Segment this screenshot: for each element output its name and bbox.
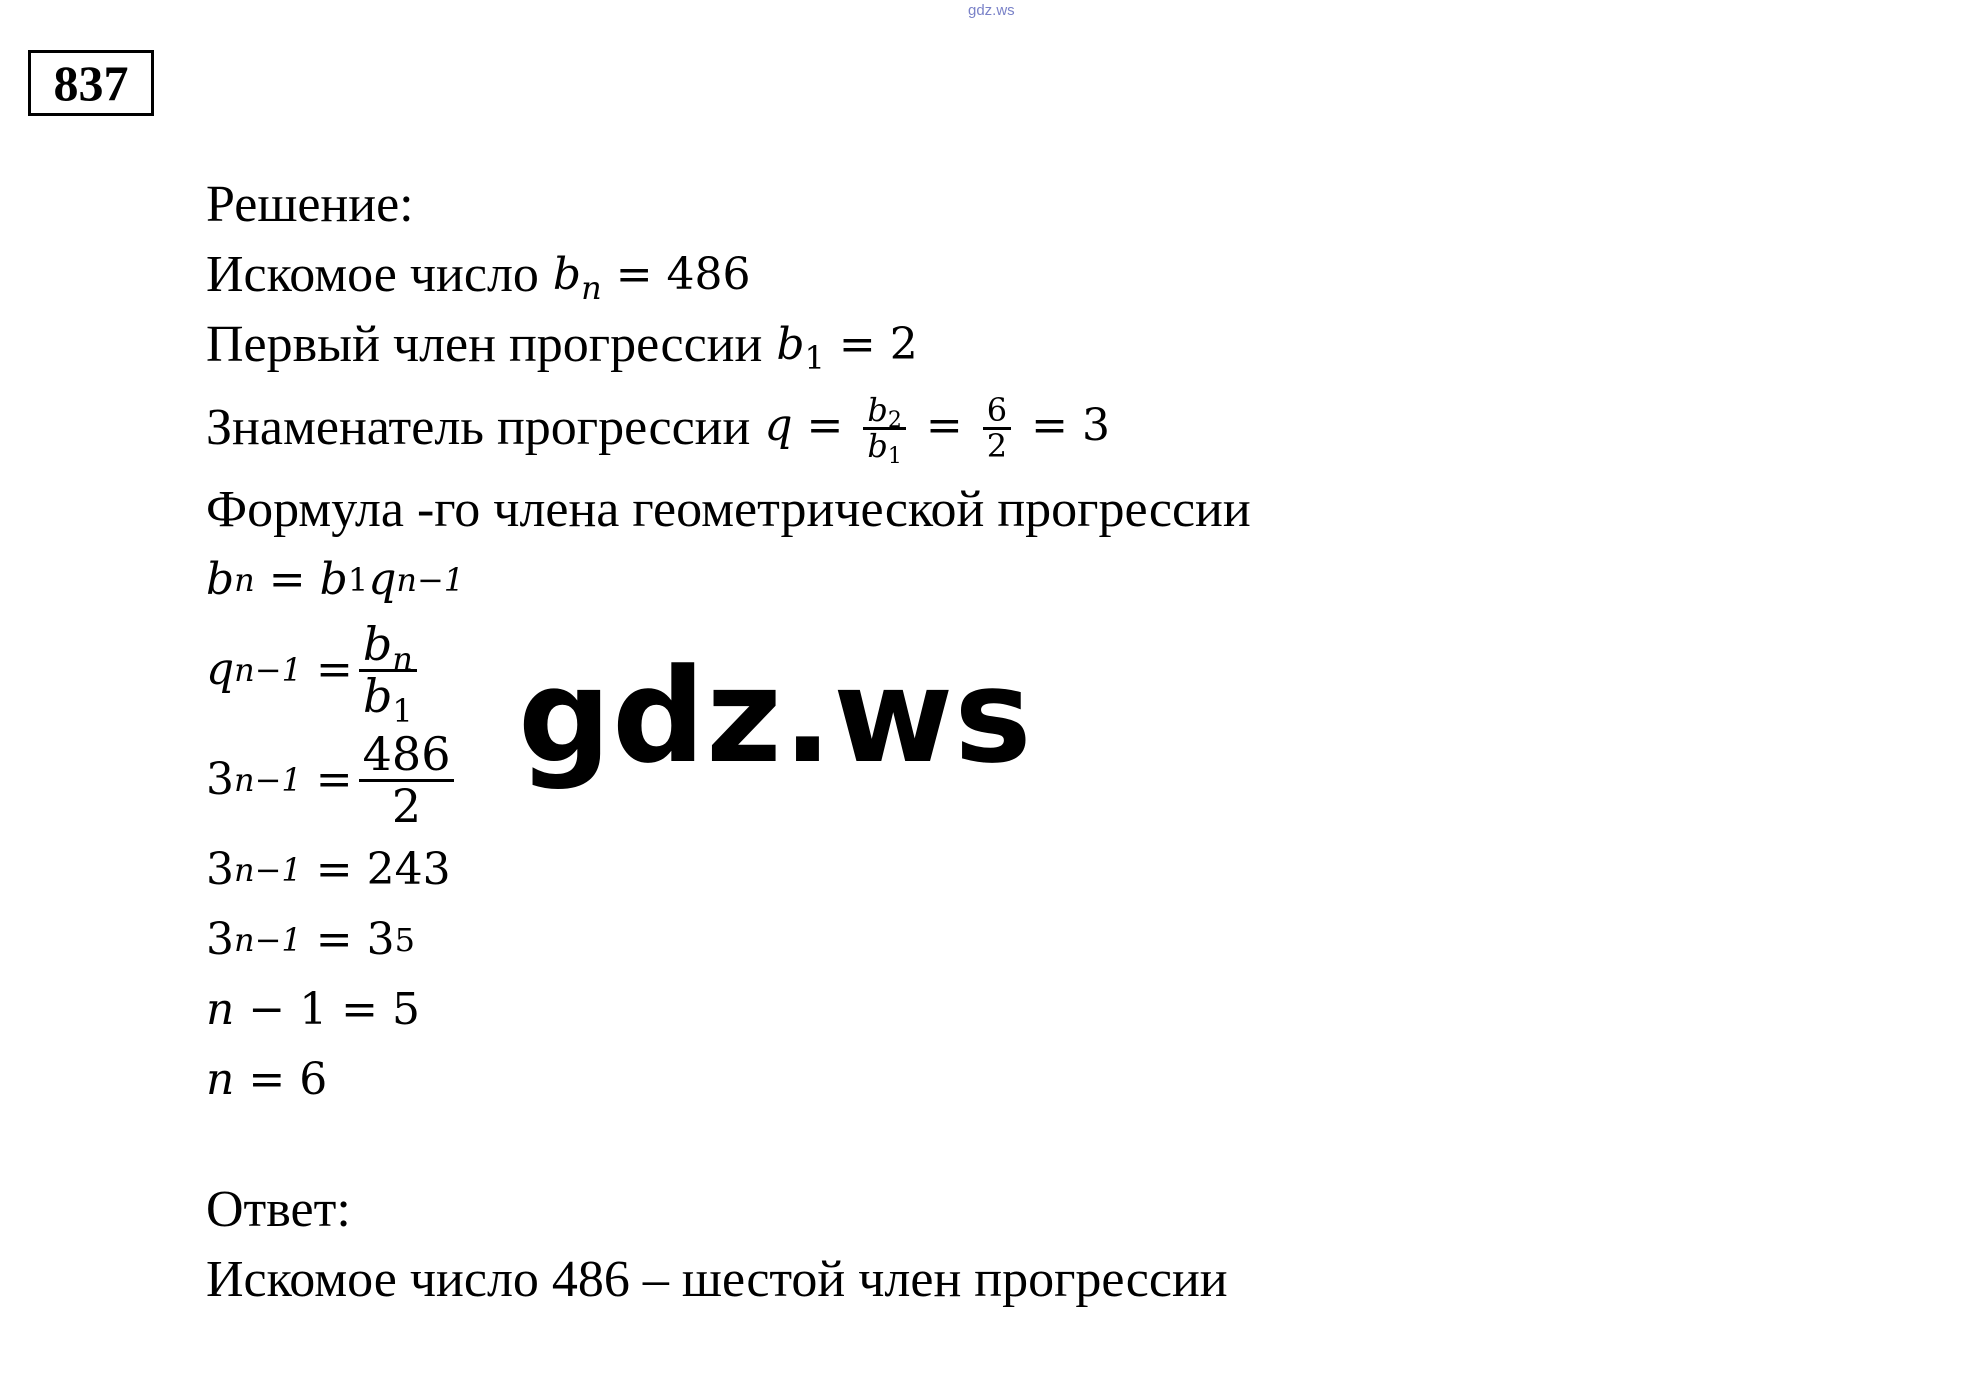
- ratio-label: Знаменатель прогрессии: [206, 398, 751, 456]
- sought-number-formula: $b_n = 486$: [552, 249, 751, 307]
- site-watermark: gdz.ws: [518, 640, 1033, 792]
- equation-power-five: 3 n−1 = 3 5: [206, 914, 416, 965]
- substitution-fraction: $\frac{486}{2}$: [359, 730, 455, 830]
- solution-heading: Решение:: [206, 176, 414, 233]
- ratio-fraction-b: $\frac{b_2}{b_1}$: [863, 394, 905, 464]
- equation-exponent: n − 1 = 5: [206, 984, 421, 1035]
- equation-general-term: b n = b 1 q n−1: [206, 554, 465, 605]
- problem-number: 837: [28, 50, 154, 116]
- equation-substitution: 3 n−1 = $\frac{486}{2}$: [206, 725, 1251, 835]
- ratio-line: [206, 380, 1251, 475]
- equation-power-ratio: q n−1 = $\frac{b_n}{b_1}$: [206, 615, 1251, 725]
- first-term-formula: $b_1 = 2$: [776, 319, 918, 377]
- sought-number-line: [206, 240, 1251, 310]
- first-term-line: [206, 310, 1251, 380]
- equation-result: n = 6: [206, 1054, 328, 1105]
- sought-number-label: Искомое число: [206, 246, 539, 303]
- first-term-label: Первый член прогрессии: [206, 316, 763, 373]
- formula-heading: Формула -го члена геометрической прогрессии: [206, 481, 1251, 538]
- ratio-formula: q = $\frac{b_2}{b_1}$ = $\frac{6}{2}$ = 3: [764, 390, 1110, 470]
- ratio-fraction-numeric: $\frac{6}{2}$: [983, 394, 1011, 464]
- header-watermark: gdz.ws: [968, 2, 1015, 19]
- answer-heading: Ответ:: [206, 1181, 351, 1238]
- equation-243: 3 n−1 = 243: [206, 844, 451, 895]
- power-ratio-fraction: $\frac{b_n}{b_1}$: [359, 620, 417, 720]
- spacer: [206, 1115, 1251, 1175]
- answer-text: Искомое число 486 – шестой член прогрессии: [206, 1251, 1228, 1308]
